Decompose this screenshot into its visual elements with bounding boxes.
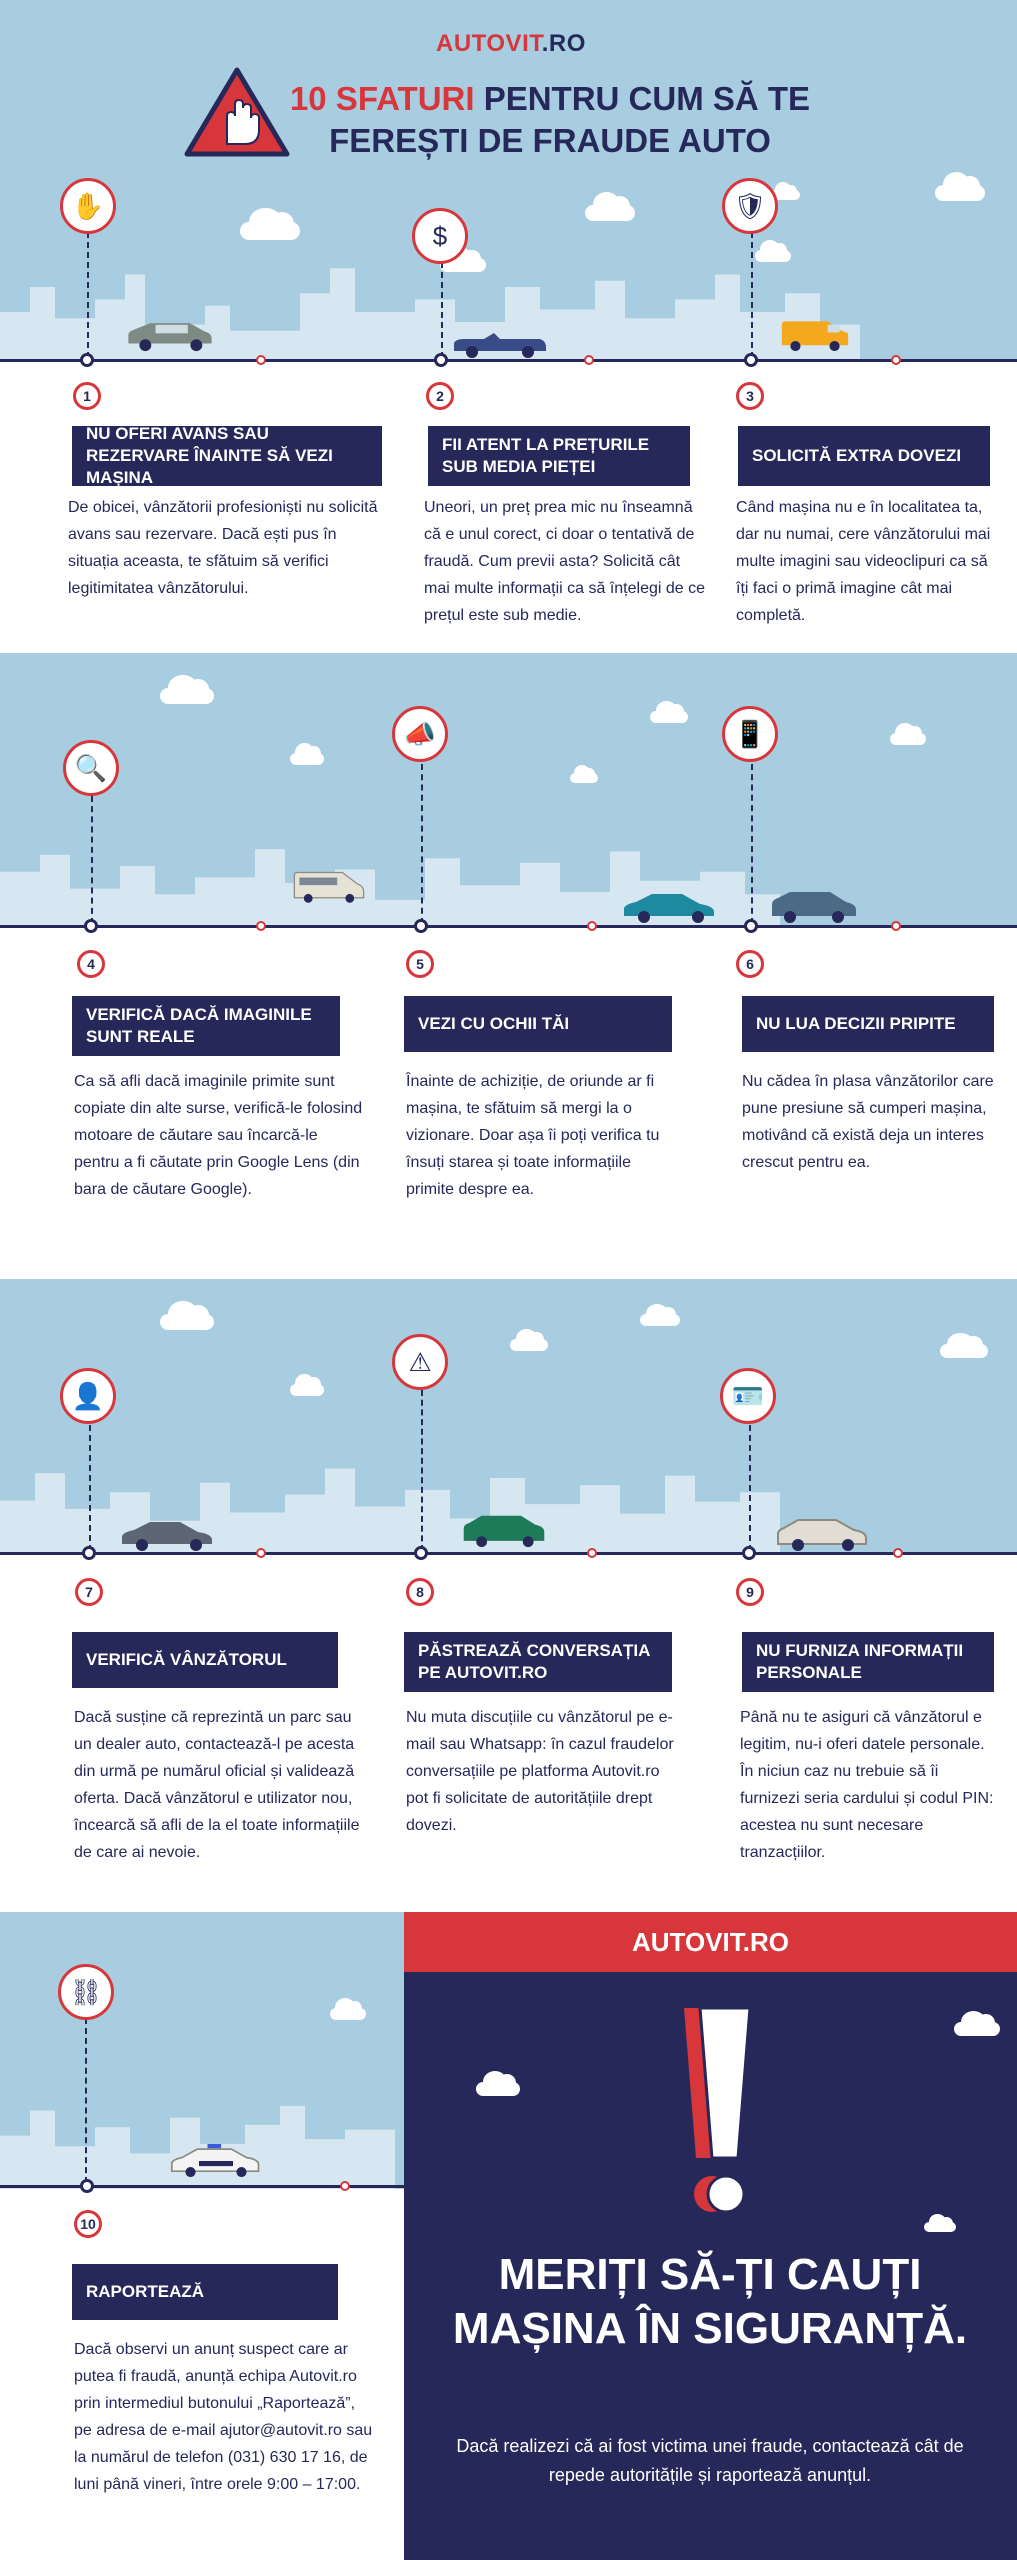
tip-number: 10 bbox=[74, 2210, 102, 2238]
tip-title: RAPORTEAZĂ bbox=[72, 2264, 338, 2320]
sky-row-2 bbox=[0, 653, 1017, 928]
sky-row-3 bbox=[0, 1279, 1017, 1554]
final-headline: MERIȚI SĂ-ȚI CAUȚI MAȘINA ÎN SIGURANȚĂ. bbox=[452, 2250, 968, 2353]
tip-title: VERIFICĂ VÂNZĂTORUL bbox=[72, 1632, 338, 1688]
autovit-logo[interactable]: AUTOVIT.RO bbox=[436, 30, 586, 57]
car-wagon bbox=[768, 890, 858, 924]
tip-number: 6 bbox=[736, 950, 764, 978]
tip-number: 4 bbox=[77, 950, 105, 978]
tip-body: Ca să afli dacă imaginile primite sunt copiate din alte surse, verifică-le folosind motoare de căutare sau încarcă-le pentru a fi căutate prin Google Lens (din bara de căutare Google). bbox=[74, 1073, 363, 1198]
road-2 bbox=[0, 925, 1017, 928]
warning-triangle-icon: ⚠ bbox=[392, 1334, 448, 1390]
exclamation-icon bbox=[676, 2002, 762, 2220]
tip-number: 2 bbox=[426, 382, 454, 410]
tip-body: Dacă observi un anunț suspect care ar putea fi fraudă, anunță echipa Autovit.ro prin intermediul butonului „Raportează”, pe adresa de e-mail ajutor@autovit.ro sau la numărul de telefon (031) 630 17 16, de luni până vineri, între orele 9:00 – 17:00. bbox=[74, 2341, 373, 2493]
car-van-yellow bbox=[772, 318, 858, 352]
tip-body: Nu muta discuțiile cu vânzătorul pe e-mail sau Whatsapp: în cazul fraudelor conversațiile pe platforma Autovit.ro pot fi solicitate de autoritățiile drept dovezi. bbox=[406, 1709, 674, 1834]
road-3 bbox=[0, 1552, 1017, 1555]
final-logo[interactable]: AUTOVIT.RO bbox=[404, 1912, 1017, 1972]
tip-title: FII ATENT LA PREȚURILE SUB MEDIA PIEȚEI bbox=[428, 426, 690, 486]
tip-number: 3 bbox=[736, 382, 764, 410]
tip-title: VERIFICĂ DACĂ IMAGINILE SUNT REALE bbox=[72, 996, 340, 1056]
document-shield-icon: 🛡 bbox=[722, 178, 778, 234]
coin-icon: $ bbox=[412, 208, 468, 264]
car-convertible bbox=[450, 326, 550, 360]
car-sedan-teal bbox=[620, 890, 720, 924]
tip-body: Înainte de achiziție, de oriunde ar fi mașina, te sfătuim să mergi la o vizionare. Doar așa îi poți verifica tu însuți starea și toate informațiile primite despre ea. bbox=[406, 1073, 660, 1198]
tip-number: 9 bbox=[736, 1578, 764, 1606]
car-suv-white bbox=[774, 1518, 870, 1552]
handcuffs-icon: ⛓ bbox=[58, 1964, 114, 2020]
tip-title: VEZI CU OCHII TĂI bbox=[404, 996, 672, 1052]
car-wagon-green bbox=[455, 1514, 553, 1548]
police-car bbox=[160, 2144, 272, 2178]
hacker-icon: 👤 bbox=[60, 1368, 116, 1424]
megaphone-icon: 📣 bbox=[392, 706, 448, 762]
car-sedan-grey bbox=[118, 1518, 218, 1552]
id-card-icon: 🪪 bbox=[720, 1368, 776, 1424]
car-minibus bbox=[270, 870, 388, 904]
tip-body: De obicei, vânzătorii profesioniști nu solicită avans sau rezervare. Dacă ești pus în situația aceasta, te sfătuim să verifici legitimitatea vânzătorului. bbox=[68, 499, 378, 597]
tip-body: Nu cădea în plasa vânzătorilor care pune presiune să cumperi mașina, motivând că există deja un interes crescut pentru ea. bbox=[742, 1073, 994, 1171]
tip-number: 8 bbox=[406, 1578, 434, 1606]
phone-camera-icon: 📱 bbox=[722, 706, 778, 762]
page-title: 10 SFATURI PENTRU CUM SĂ TE FEREȘTI DE FRAUDE AUTO bbox=[289, 80, 811, 159]
tip-body: Până nu te asiguri că vânzătorul e legitim, nu-i oferi datele personale. În niciun caz nu trebuie să îi furnizezi seria cardului și codul PIN: acestea nu sunt necesare tranzacțiilor. bbox=[740, 1709, 994, 1861]
car-suv bbox=[115, 318, 225, 352]
magnifier-icon: 🔍 bbox=[63, 740, 119, 796]
tip-number: 7 bbox=[75, 1578, 103, 1606]
tip-title: NU OFERI AVANS SAU REZERVARE ÎNAINTE SĂ VEZI MAȘINA bbox=[72, 426, 382, 486]
tip-number: 1 bbox=[73, 382, 101, 410]
tip-title: NU FURNIZA INFORMAȚII PERSONALE bbox=[742, 1632, 994, 1692]
tip-body: Uneori, un preț prea mic nu înseamnă că e unul corect, ci doar o tentativă de fraudă. Cum previi asta? Solicită cât mai multe informații ca să înțelegi de ce prețul este sub medie. bbox=[424, 499, 706, 624]
tip-body: Dacă susține că reprezintă un parc sau un dealer auto, contactează-l pe acesta din urmă pe numărul oficial și validează oferta. Dacă vânzătorul e utilizator nou, încearcă să afli de la el toate informațiile de care ai nevoie. bbox=[74, 1709, 360, 1861]
tip-title: NU LUA DECIZII PRIPITE bbox=[742, 996, 994, 1052]
tip-title: PĂSTREAZĂ CONVERSAȚIA PE AUTOVIT.RO bbox=[404, 1632, 672, 1692]
tip-body: Când mașina nu e în localitatea ta, dar nu numai, cere vânzătorului mai multe imagini sau videoclipuri ca să îți faci o primă imagine cât mai completă. bbox=[736, 499, 991, 624]
tip-title: SOLICITĂ EXTRA DOVEZI bbox=[738, 426, 990, 486]
money-hand-icon: ✋ bbox=[60, 178, 116, 234]
final-text: Dacă realizezi că ai fost victima unei fraude, contactează cât de repede autoritățile și raportează anunțul. bbox=[456, 2436, 964, 2485]
tip-number: 5 bbox=[406, 950, 434, 978]
